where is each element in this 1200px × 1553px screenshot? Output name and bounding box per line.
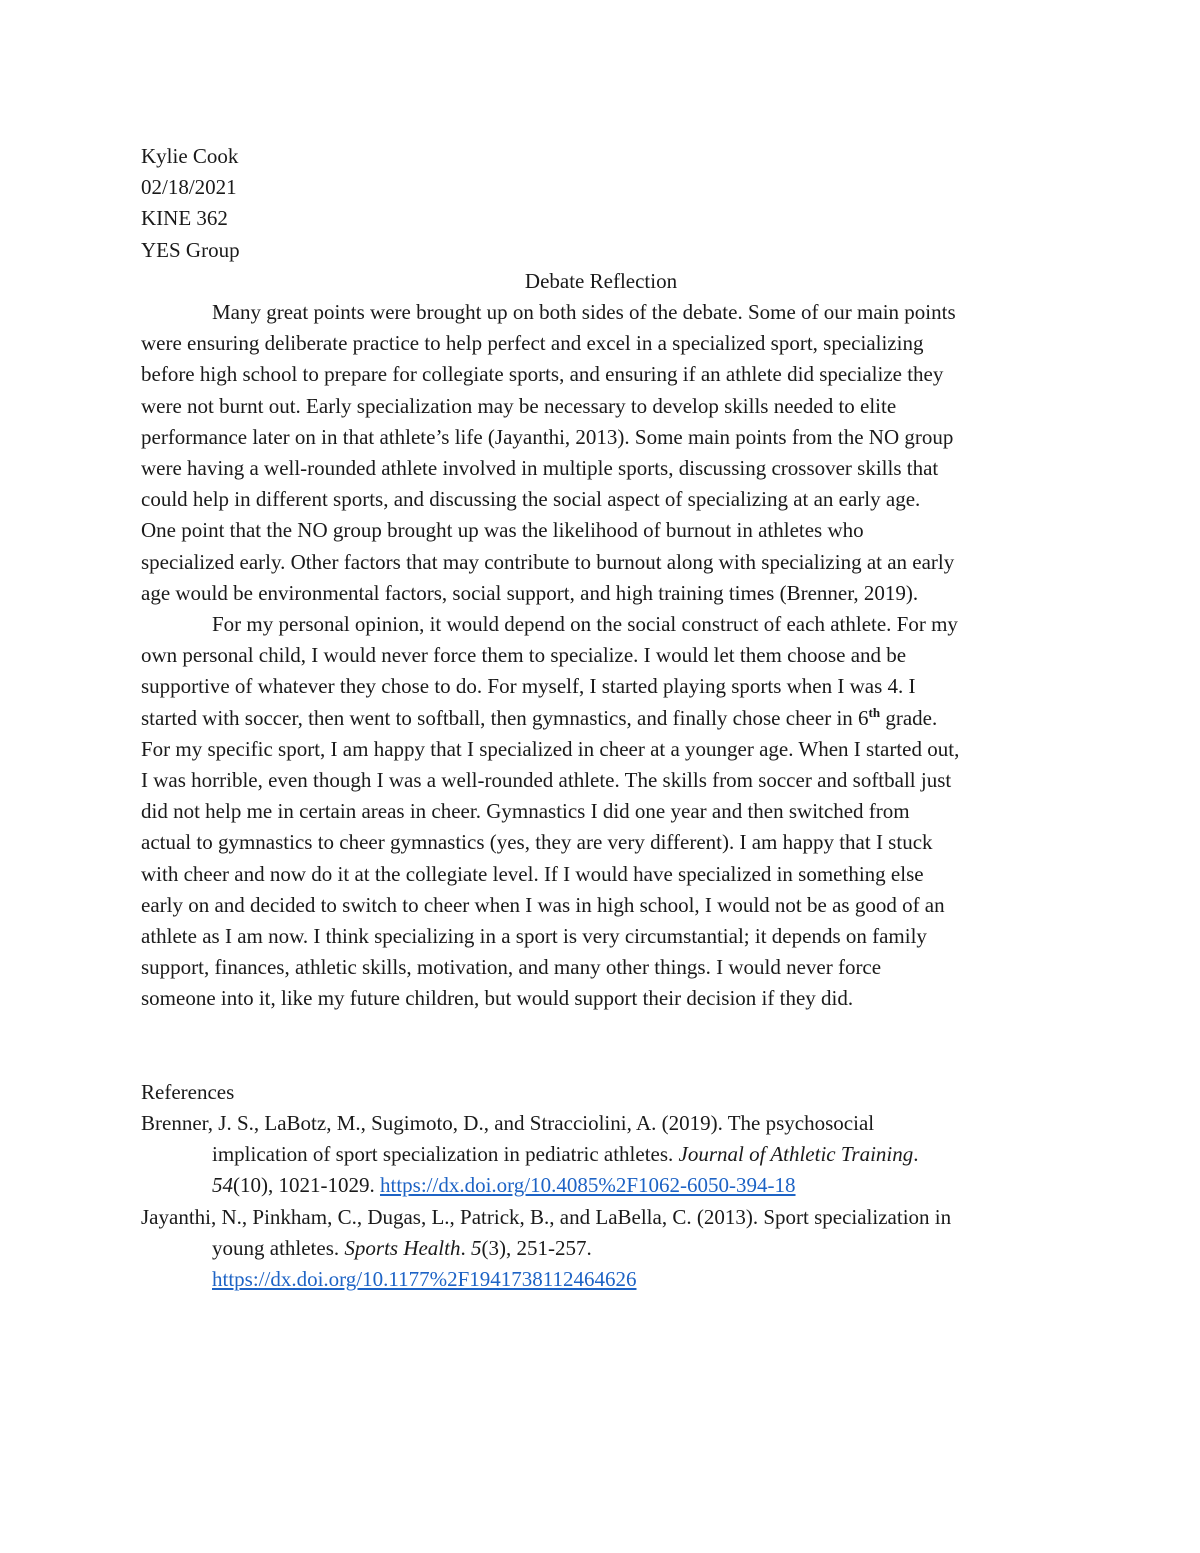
issue-pages: (10), 1021-1029. xyxy=(233,1173,380,1198)
references-heading: References xyxy=(141,1079,235,1104)
references-section xyxy=(141,1077,1061,1295)
paragraph-line: before high school to prepare for collegiate sports, and ensuring if an athlete did specialize they xyxy=(141,362,944,387)
paragraph-line: performance later on in that athlete’s life (Jayanthi, 2013). Some main points from the NO group xyxy=(141,424,954,449)
journal-punct: . xyxy=(460,1235,466,1260)
paragraph-line: age would be environmental factors, social support, and high training times (Brenner, 2019). xyxy=(141,580,919,605)
reference-line xyxy=(141,1233,1061,1264)
reference-line xyxy=(141,1139,1061,1170)
paragraph-line: One point that the NO group brought up was the likelihood of burnout in athletes who xyxy=(141,518,864,543)
paragraph-line: actual to gymnastics to cheer gymnastics (yes, they are very different). I am happy that I stuck xyxy=(141,830,933,855)
journal-volume: 54 xyxy=(212,1173,233,1198)
document-body xyxy=(141,141,1061,1295)
paragraph-line: someone into it, like my future children, but would support their decision if they did. xyxy=(141,986,854,1011)
doi-link[interactable]: https://dx.doi.org/10.4085%2F1062-6050-394-18 xyxy=(379,1173,796,1198)
paragraph-line: specialized early. Other factors that may contribute to burnout along with specializing at an early xyxy=(141,549,955,574)
journal-volume: 5 xyxy=(470,1235,482,1260)
reference-text: young athletes. xyxy=(212,1235,345,1260)
reference-line xyxy=(141,1264,1061,1295)
section-spacer xyxy=(141,1015,1061,1077)
journal-title: Sports Health xyxy=(344,1235,461,1260)
journal-punct: . xyxy=(913,1142,919,1167)
paragraph-line xyxy=(141,703,1061,734)
ordinal-superscript: th xyxy=(868,704,881,720)
paragraph-2 xyxy=(141,609,1061,1015)
paragraph-line: with cheer and now do it at the collegiate level. If I would have specialized in something else xyxy=(141,861,924,886)
reference-line: Jayanthi, N., Pinkham, C., Dugas, L., Patrick, B., and LaBella, C. (2013). Sport specialization in xyxy=(141,1204,952,1229)
document-date: 02/18/2021 xyxy=(141,175,237,200)
paragraph-line: supportive of whatever they chose to do. For myself, I started playing sports when I was 4. I xyxy=(141,674,916,699)
grade-line-end: grade. xyxy=(880,705,938,730)
paragraph-line: could help in different sports, and discussing the social aspect of specializing at an early age. xyxy=(141,487,921,512)
group-name: YES Group xyxy=(141,237,240,262)
doi-link[interactable]: https://dx.doi.org/10.1177%2F1941738112464626 xyxy=(212,1266,637,1291)
author-name: Kylie Cook xyxy=(141,144,239,168)
reference-line: Brenner, J. S., LaBotz, M., Sugimoto, D., and Stracciolini, A. (2019). The psychosocial xyxy=(141,1110,875,1135)
reference-text: implication of sport specialization in pediatric athletes. xyxy=(212,1142,679,1167)
paragraph-line: Many great points were brought up on both sides of the debate. Some of our main points xyxy=(212,300,956,325)
paragraph-line: I was horrible, even though I was a well-rounded athlete. The skills from soccer and softball just xyxy=(141,768,952,793)
paragraph-line: were not burnt out. Early specialization may be necessary to develop skills needed to elite xyxy=(141,393,897,418)
paragraph-line: did not help me in certain areas in cheer. Gymnastics I did one year and then switched from xyxy=(141,799,910,824)
paragraph-line: were ensuring deliberate practice to help perfect and excel in a specialized sport, specializing xyxy=(141,331,924,356)
paragraph-line: For my specific sport, I am happy that I specialized in cheer at a younger age. When I started out, xyxy=(141,736,960,761)
reference-brenner xyxy=(141,1108,1061,1202)
paragraph-line: athlete as I am now. I think specializing in a sport is very circumstantial; it depends on family xyxy=(141,924,927,949)
issue-pages: (3), 251-257. xyxy=(481,1235,592,1260)
course-code: KINE 362 xyxy=(141,206,228,231)
reference-line xyxy=(141,1170,1061,1201)
document-title: Debate Reflection xyxy=(524,268,678,293)
paragraph-line: support, finances, athletic skills, motivation, and many other things. I would never force xyxy=(141,955,882,980)
paragraph-1 xyxy=(141,297,1061,609)
journal-title: Journal of Athletic Training xyxy=(678,1142,914,1167)
paragraph-line: own personal child, I would never force them to specialize. I would let them choose and be xyxy=(141,643,907,668)
paragraph-line: early on and decided to switch to cheer when I was in high school, I would not be as good of an xyxy=(141,892,945,917)
paragraph-line: were having a well-rounded athlete involved in multiple sports, discussing crossover skills that xyxy=(141,456,939,481)
header-block xyxy=(141,141,1061,266)
reference-jayanthi xyxy=(141,1202,1061,1296)
paragraph-line: For my personal opinion, it would depend on the social construct of each athlete. For my xyxy=(212,612,958,637)
grade-line-text: started with soccer, then went to softball, then gymnastics, and finally chose cheer in 6 xyxy=(141,705,869,730)
